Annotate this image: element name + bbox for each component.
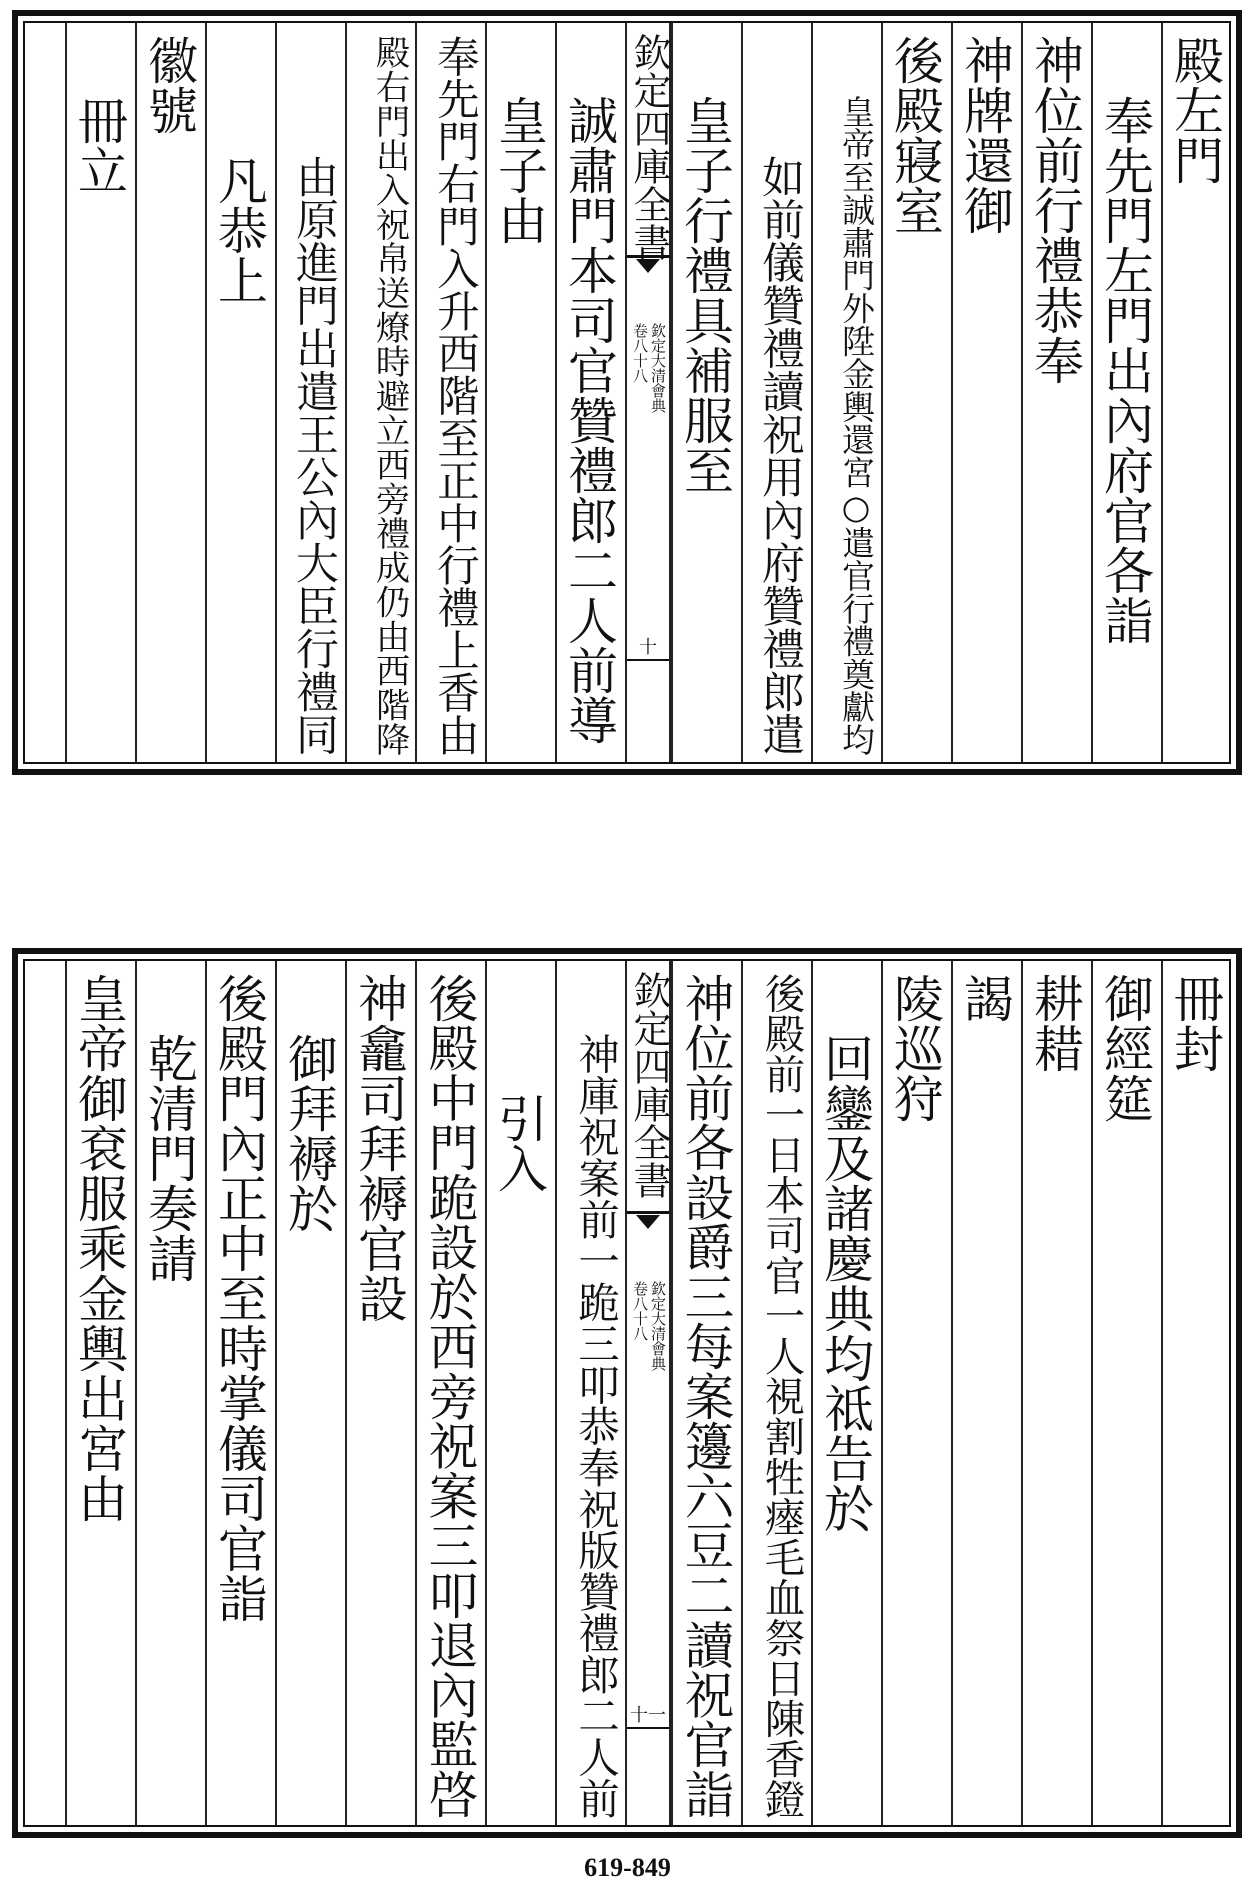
text-column: 後殿前一日本司官一人視割牲瘞毛血祭日陳香鐙 <box>741 961 811 1825</box>
bottom-page-frame <box>23 959 1231 1827</box>
text-column: 誠肅門本司官贊禮郎二人前導 <box>555 23 625 762</box>
center-subtitle: 欽定大清會典 <box>649 1281 667 1371</box>
text-column: 神龕司拜褥官設 <box>345 961 415 1825</box>
text-column: 回鑾及諸慶典均祗告於 <box>811 961 881 1825</box>
text-column: 後殿門內正中至時掌儀司官詣 <box>205 961 275 1825</box>
center-margin <box>625 23 671 762</box>
text-column: 後殿中門跪設於西旁祝案三叩退內監啓 <box>415 961 485 1825</box>
text-column: 皇子由 <box>485 23 555 762</box>
text-column: 御拜褥於 <box>275 961 345 1825</box>
folio-number: 十 <box>627 633 669 661</box>
text-column: 乾清門奏請 <box>135 961 205 1825</box>
text-column: 神位前行禮恭奉 <box>1021 23 1091 762</box>
text-column: 神庫祝案前一跪三叩恭奉祝版贊禮郎二人前 <box>555 961 625 1825</box>
text-column: 凡恭上 <box>205 23 275 762</box>
text-column: 謁 <box>951 961 1021 1825</box>
text-column: 皇帝御袞服乘金輿出宮由 <box>65 961 135 1825</box>
fish-tail-icon <box>627 255 669 280</box>
fish-tail-icon <box>627 1211 669 1236</box>
text-column: 殿左門 <box>1161 23 1231 762</box>
center-subtitle: 欽定大清會典 <box>649 323 667 413</box>
center-volume: 卷八十八 <box>631 1281 649 1341</box>
top-page <box>12 10 1242 775</box>
text-column: 御經筵 <box>1091 961 1161 1825</box>
text-column: 引入 <box>485 961 555 1825</box>
center-margin <box>625 961 671 1825</box>
bottom-page <box>12 948 1242 1838</box>
text-column: 奉先門右門入升西階至正中行禮上香由 <box>415 23 485 762</box>
text-column: 由原進門出遣王公內大臣行禮同 <box>275 23 345 762</box>
text-column: 冊立 <box>65 23 135 762</box>
folio-number: 十一 <box>627 1701 669 1729</box>
text-column: 奉先門左門出內府官各詣 <box>1091 23 1161 762</box>
page-number: 619-849 <box>584 1853 671 1882</box>
center-volume: 卷八十八 <box>631 323 649 383</box>
text-column: 皇帝至誠肅門外陞金輿還宮○遣官行禮奠獻均 <box>811 23 881 762</box>
text-column: 耕耤 <box>1021 961 1091 1825</box>
book-title: 欽定四庫全書 <box>627 971 671 1199</box>
text-column: 神位前各設爵三每案籩六豆二讀祝官詣 <box>671 961 741 1825</box>
text-column: 皇子行禮具補服至 <box>671 23 741 762</box>
top-page-frame <box>23 21 1231 764</box>
text-column: 殿右門出入祝帛送燎時避立西旁禮成仍由西階降 <box>345 23 415 762</box>
text-column: 徽號 <box>135 23 205 762</box>
text-column: 冊封 <box>1161 961 1231 1825</box>
book-title: 欽定四庫全書 <box>627 33 671 261</box>
text-column: 陵巡狩 <box>881 961 951 1825</box>
text-column: 如前儀贊禮讀祝用內府贊禮郎遣 <box>741 23 811 762</box>
text-column: 神牌還御 <box>951 23 1021 762</box>
text-column: 後殿寢室 <box>881 23 951 762</box>
